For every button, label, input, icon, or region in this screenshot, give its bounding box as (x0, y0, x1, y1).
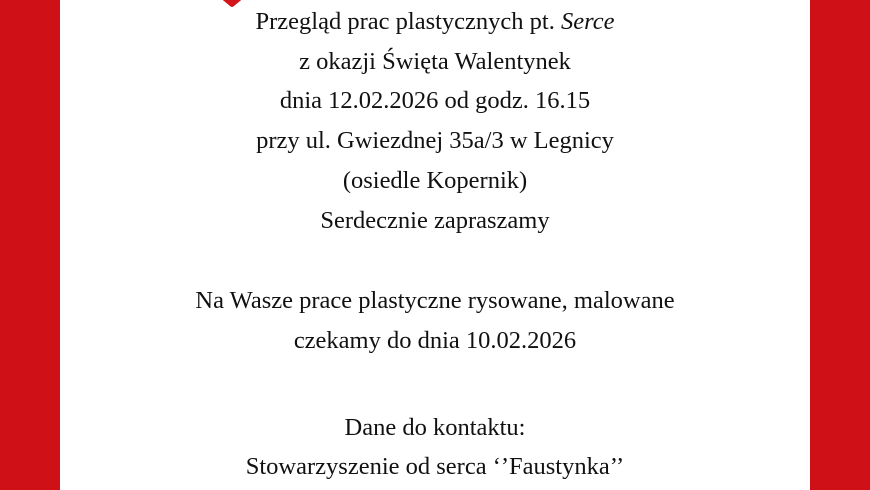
left-red-border (0, 0, 60, 490)
district-line: (osiedle Kopernik) (342, 167, 528, 194)
submission-info-line: Na Wasze prace plastyczne rysowane, malowane (195, 287, 675, 314)
invitation-greeting: Serdecznie zapraszamy (320, 207, 550, 234)
invitation-text (60, 0, 810, 490)
event-address-line: przy ul. Gwiezdnej 35a/3 w Legnicy (256, 127, 614, 154)
submission-deadline-line: czekamy do dnia 10.02.2026 (293, 327, 577, 354)
occasion-line: z okazji Święta Walentynek (299, 48, 571, 75)
artwork-theme-title: Serce (560, 8, 615, 35)
contact-organization: Stowarzyszenie od serca ‘’Faustynka’’ (245, 453, 625, 480)
event-title-line (60, 7, 810, 37)
event-title-prefix: Przegląd prac plastycznych pt. (255, 8, 561, 35)
contact-heading: Dane do kontaktu: (344, 414, 526, 441)
event-date-line: dnia 12.02.2026 od godz. 16.15 (279, 87, 591, 114)
right-red-border (810, 0, 870, 490)
